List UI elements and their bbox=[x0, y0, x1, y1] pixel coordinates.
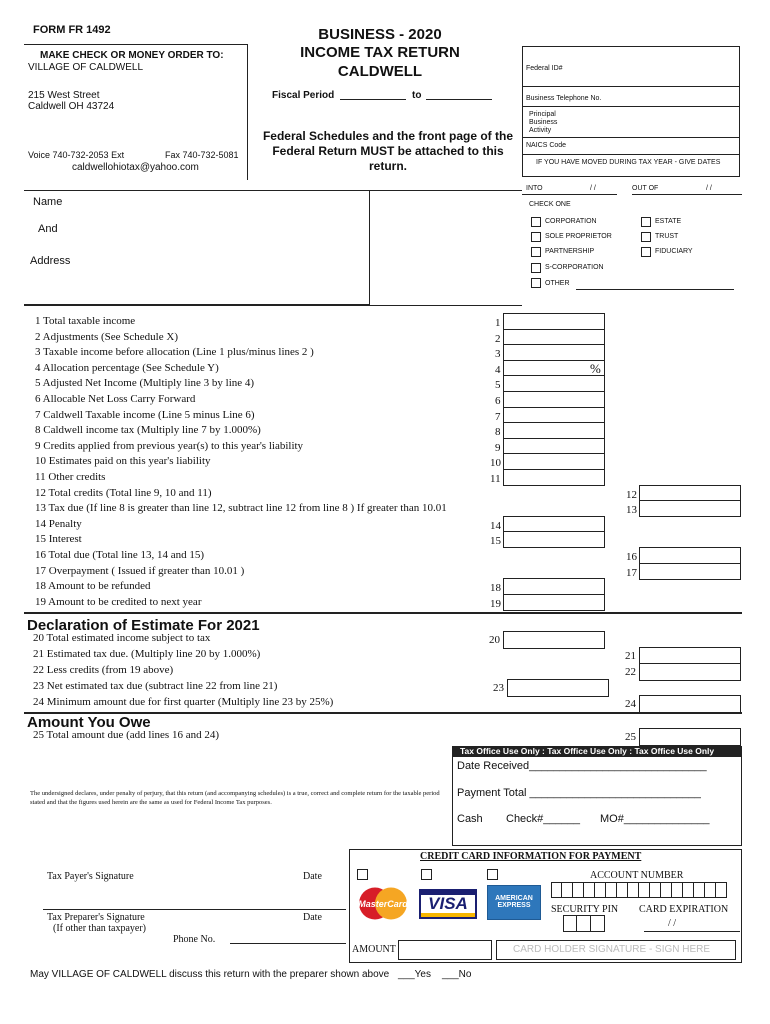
preparer-signature-sub: (If other than taxpayer) bbox=[53, 923, 147, 934]
fiscal-period-label: Fiscal Period bbox=[272, 90, 335, 101]
account-number-label: ACCOUNT NUMBER bbox=[590, 870, 684, 881]
make-check-label: MAKE CHECK OR MONEY ORDER TO: bbox=[40, 50, 224, 61]
line-5-num: 5 bbox=[495, 379, 501, 392]
line-24-text: 24 Minimum amount due for first quarter (Multiply line 23 by 25%) bbox=[33, 696, 334, 708]
account-digit-box[interactable] bbox=[683, 882, 694, 898]
fiscal-period-start-field[interactable] bbox=[340, 99, 406, 100]
title-line-2: INCOME TAX RETURN bbox=[300, 44, 460, 61]
trust-checkbox[interactable] bbox=[641, 232, 651, 242]
line-23-field[interactable] bbox=[507, 679, 609, 697]
account-digit-box[interactable] bbox=[672, 882, 683, 898]
credit-card-header: CREDIT CARD INFORMATION FOR PAYMENT bbox=[420, 851, 642, 862]
line-1-field[interactable] bbox=[503, 313, 605, 330]
line-12-num: 12 bbox=[626, 488, 637, 501]
amount-field[interactable] bbox=[398, 940, 492, 960]
discuss-question: May VILLAGE OF CALDWELL discuss this return with the preparer shown above bbox=[30, 969, 390, 980]
line-10-num: 10 bbox=[490, 457, 501, 470]
line-14-field[interactable] bbox=[503, 516, 605, 533]
account-digit-box[interactable] bbox=[694, 882, 705, 898]
account-digit-box[interactable] bbox=[551, 882, 562, 898]
mastercard-logo-icon bbox=[355, 885, 411, 922]
payment-total: Payment Total ____________________________ bbox=[457, 787, 701, 799]
amount-owe-title: Amount You Owe bbox=[27, 714, 151, 731]
account-digit-box[interactable] bbox=[595, 882, 606, 898]
cash-label: Cash bbox=[457, 813, 483, 825]
check-one-label: CHECK ONE bbox=[529, 201, 571, 208]
amex-text-2: EXPRESS bbox=[497, 902, 531, 909]
line-18-text: 18 Amount to be refunded bbox=[35, 580, 151, 593]
account-digit-box[interactable] bbox=[562, 882, 573, 898]
account-digit-box[interactable] bbox=[606, 882, 617, 898]
fiduciary-checkbox[interactable] bbox=[641, 247, 651, 257]
principal-activity-label-3: Activity bbox=[529, 127, 552, 134]
partnership-label: PARTNERSHIP bbox=[545, 248, 595, 255]
account-digit-box[interactable] bbox=[661, 882, 672, 898]
line-22-field[interactable] bbox=[639, 663, 741, 681]
line-18-field[interactable] bbox=[503, 578, 605, 595]
line-2-num: 2 bbox=[495, 332, 501, 345]
card-expiration-field[interactable] bbox=[644, 931, 740, 932]
s-corporation-label: S-CORPORATION bbox=[545, 264, 604, 271]
title-line-1: BUSINESS - 2020 bbox=[318, 26, 442, 43]
line-21-text: 21 Estimated tax due. (Multiply line 20 by 1.000%) bbox=[33, 648, 261, 660]
payee-name: VILLAGE OF CALDWELL bbox=[28, 62, 144, 73]
federal-id-label: Federal ID# bbox=[526, 65, 563, 72]
money-order-number: MO#______________ bbox=[600, 813, 710, 825]
amount-label: AMOUNT bbox=[352, 944, 396, 955]
line-22-num: 22 bbox=[625, 666, 636, 678]
line-9-num: 9 bbox=[495, 441, 501, 454]
account-digit-box[interactable] bbox=[628, 882, 639, 898]
line-20-field[interactable] bbox=[503, 631, 605, 649]
line-14-text: 14 Penalty bbox=[35, 517, 82, 530]
line-11-field[interactable] bbox=[503, 469, 605, 486]
line-7-text: 7 Caldwell Taxable income (Line 5 minus Line 6) bbox=[35, 408, 255, 421]
phone-field[interactable] bbox=[230, 943, 346, 944]
line-8-field[interactable] bbox=[503, 422, 605, 439]
line-25-text: 25 Total amount due (add lines 16 and 24) bbox=[33, 729, 219, 741]
estate-label: ESTATE bbox=[655, 218, 682, 225]
line-1-text: 1 Total taxable income bbox=[35, 315, 136, 327]
sole-proprietor-label: SOLE PROPRIETOR bbox=[545, 233, 612, 240]
line-12-field[interactable] bbox=[639, 485, 741, 502]
line-7-num: 7 bbox=[495, 410, 501, 423]
check-number: Check#______ bbox=[506, 813, 581, 825]
line-18-num: 18 bbox=[490, 582, 501, 595]
declaration-title: Declaration of Estimate For 2021 bbox=[27, 617, 260, 634]
line-16-field[interactable] bbox=[639, 547, 741, 564]
fiscal-period-end-field[interactable] bbox=[426, 99, 492, 100]
line-15-text: 15 Interest bbox=[35, 533, 82, 546]
line-2-field[interactable] bbox=[503, 329, 605, 346]
line-17-num: 17 bbox=[626, 566, 637, 579]
discuss-no[interactable]: ___No bbox=[442, 969, 472, 980]
schedules-note: Federal Schedules and the front page of the Federal Return MUST be attached to this return. bbox=[262, 129, 514, 173]
security-pin-field[interactable] bbox=[563, 915, 605, 932]
line-15-field[interactable] bbox=[503, 531, 605, 548]
corporation-label: CORPORATION bbox=[545, 218, 597, 225]
voice-phone: Voice 740-732-2053 Ext bbox=[28, 150, 125, 160]
name-address-block[interactable] bbox=[24, 190, 370, 305]
line-13-text: 13 Tax due (If line 8 is greater than line 12, subtract line 12 from line 8 ) If greater than 10.01 bbox=[35, 502, 447, 515]
name-label: Name bbox=[33, 196, 63, 208]
form-number: FORM FR 1492 bbox=[33, 24, 111, 36]
card-holder-signature-placeholder: CARD HOLDER SIGNATURE - SIGN HERE bbox=[513, 944, 711, 955]
line-20-num: 20 bbox=[489, 634, 500, 646]
out-of-date-sep: / / bbox=[706, 185, 712, 192]
account-digit-box[interactable] bbox=[716, 882, 727, 898]
other-label: OTHER bbox=[545, 280, 570, 287]
naics-label: NAICS Code bbox=[526, 142, 567, 149]
security-pin-label: SECURITY PIN bbox=[551, 904, 619, 915]
line-25-num: 25 bbox=[625, 731, 636, 743]
corporation-checkbox[interactable] bbox=[531, 217, 541, 227]
line-11-num: 11 bbox=[490, 473, 501, 485]
fiduciary-label: FIDUCIARY bbox=[655, 248, 693, 255]
amex-checkbox[interactable] bbox=[487, 869, 498, 880]
line-6-text: 6 Allocable Net Loss Carry Forward bbox=[35, 393, 196, 405]
fax-number: Fax 740-732-5081 bbox=[165, 150, 239, 160]
line-7-field[interactable] bbox=[503, 407, 605, 424]
s-corporation-checkbox[interactable] bbox=[531, 263, 541, 273]
line-8-num: 8 bbox=[495, 426, 501, 439]
line-15-num: 15 bbox=[490, 535, 501, 548]
line-23-text: 23 Net estimated tax due (subtract line 22 from line 21) bbox=[33, 680, 278, 692]
line-19-text: 19 Amount to be credited to next year bbox=[35, 595, 202, 608]
line-3-num: 3 bbox=[495, 348, 501, 361]
fiscal-period-to-label: to bbox=[412, 90, 422, 101]
line-9-text: 9 Credits applied from previous year(s) to this year's liability bbox=[35, 439, 304, 452]
into-label: INTO bbox=[526, 185, 543, 192]
line-16-text: 16 Total due (Total line 13, 14 and 15) bbox=[35, 549, 205, 561]
taxpayer-date-label: Date bbox=[303, 871, 322, 882]
account-number-field[interactable] bbox=[551, 882, 727, 898]
mastercard-text: MasterCard bbox=[358, 899, 408, 909]
line-4-text: 4 Allocation percentage (See Schedule Y) bbox=[35, 361, 219, 374]
title-line-3: CALDWELL bbox=[337, 63, 423, 80]
preparer-date-label: Date bbox=[303, 912, 322, 923]
line-21-num: 21 bbox=[625, 650, 636, 662]
other-checkbox[interactable] bbox=[531, 278, 541, 288]
mastercard-checkbox[interactable] bbox=[357, 869, 368, 880]
percent-sign: % bbox=[590, 361, 601, 376]
account-digit-box[interactable] bbox=[573, 882, 584, 898]
visa-checkbox[interactable] bbox=[421, 869, 432, 880]
tax-office-header: Tax Office Use Only : Tax Office Use Only : Tax Office Use Only bbox=[460, 746, 715, 756]
principal-activity-label-2: Business bbox=[529, 119, 558, 126]
moved-dates-label: IF YOU HAVE MOVED DURING TAX YEAR - GIVE DATES bbox=[536, 159, 721, 166]
visa-text: VISA bbox=[428, 894, 468, 913]
line-23-num: 23 bbox=[493, 682, 504, 694]
line-10-field[interactable] bbox=[503, 453, 605, 470]
line-1-num: 1 bbox=[495, 317, 501, 329]
line-25-field[interactable] bbox=[639, 728, 741, 746]
line-22-text: 22 Less credits (from 19 above) bbox=[33, 664, 174, 676]
date-received: Date Received_____________________________ bbox=[457, 760, 707, 772]
payee-address-1: 215 West Street bbox=[28, 90, 100, 101]
preparer-signature-label: Tax Preparer's Signature bbox=[47, 912, 145, 923]
card-expiration-sep: / / bbox=[668, 918, 677, 929]
line-20-text: 20 Total estimated income subject to tax bbox=[33, 632, 211, 644]
business-phone-label: Business Telephone No. bbox=[526, 95, 602, 102]
sole-proprietor-checkbox[interactable] bbox=[531, 232, 541, 242]
email-address: caldwellohiotax@yahoo.com bbox=[72, 162, 199, 173]
line-2-text: 2 Adjustments (See Schedule X) bbox=[35, 330, 178, 343]
payee-address-2: Caldwell OH 43724 bbox=[28, 101, 115, 112]
amex-logo-icon bbox=[487, 885, 541, 920]
line-8-text: 8 Caldwell income tax (Multiply line 7 by 1.000%) bbox=[35, 424, 261, 437]
principal-activity-label-1: Principal bbox=[529, 111, 556, 118]
line-10-text: 10 Estimates paid on this year's liability bbox=[35, 455, 211, 468]
amex-text-1: AMERICAN bbox=[495, 895, 533, 902]
line-6-num: 6 bbox=[495, 395, 501, 407]
line-17-text: 17 Overpayment ( Issued if greater than 10.01 ) bbox=[35, 564, 245, 577]
taxpayer-signature-line[interactable] bbox=[43, 909, 346, 910]
other-text-field[interactable] bbox=[576, 289, 734, 290]
estate-checkbox[interactable] bbox=[641, 217, 651, 227]
out-of-date-field[interactable] bbox=[632, 194, 742, 195]
account-digit-box[interactable] bbox=[650, 882, 661, 898]
phone-label: Phone No. bbox=[173, 934, 216, 945]
into-date-field[interactable] bbox=[522, 194, 617, 195]
line-16-num: 16 bbox=[626, 551, 637, 563]
line-5-field[interactable] bbox=[503, 375, 605, 392]
line-4-num: 4 bbox=[495, 363, 501, 376]
line-3-field[interactable] bbox=[503, 344, 605, 361]
line-19-num: 19 bbox=[490, 597, 501, 610]
line-19-field[interactable] bbox=[503, 594, 605, 611]
out-of-label: OUT OF bbox=[632, 185, 659, 192]
taxpayer-signature-label: Tax Payer's Signature bbox=[47, 871, 134, 882]
line-13-num: 13 bbox=[626, 504, 637, 517]
account-digit-box[interactable] bbox=[705, 882, 716, 898]
into-date-sep: / / bbox=[590, 185, 596, 192]
visa-logo-icon bbox=[419, 889, 477, 919]
line-17-field[interactable] bbox=[639, 563, 741, 580]
account-digit-box[interactable] bbox=[584, 882, 595, 898]
trust-label: TRUST bbox=[655, 233, 679, 240]
line-11-text: 11 Other credits bbox=[35, 471, 106, 483]
account-digit-box[interactable] bbox=[639, 882, 650, 898]
and-label: And bbox=[38, 223, 58, 235]
discuss-yes[interactable]: ___Yes bbox=[398, 969, 431, 980]
line-24-field[interactable] bbox=[639, 695, 741, 713]
line-9-field[interactable] bbox=[503, 438, 605, 455]
line-3-text: 3 Taxable income before allocation (Line 1 plus/minus lines 2 ) bbox=[35, 346, 314, 359]
perjury-declaration: The undersigned declares, under penalty of perjury, that this return (and accompanying schedules) is a true, correct and complete return for the taxable period stated and that the figures used herein are the same as used for Federal Income Tax purposes. bbox=[30, 790, 440, 806]
line-14-num: 14 bbox=[490, 519, 501, 532]
account-digit-box[interactable] bbox=[617, 882, 628, 898]
line-12-text: 12 Total credits (Total line 9, 10 and 11) bbox=[35, 486, 212, 499]
line-13-field[interactable] bbox=[639, 500, 741, 517]
partnership-checkbox[interactable] bbox=[531, 247, 541, 257]
card-expiration-label: CARD EXPIRATION bbox=[639, 904, 729, 915]
line-6-field[interactable] bbox=[503, 391, 605, 408]
address-label: Address bbox=[30, 255, 71, 267]
line-5-text: 5 Adjusted Net Income (Multiply line 3 by line 4) bbox=[35, 377, 255, 390]
line-24-num: 24 bbox=[625, 698, 636, 710]
